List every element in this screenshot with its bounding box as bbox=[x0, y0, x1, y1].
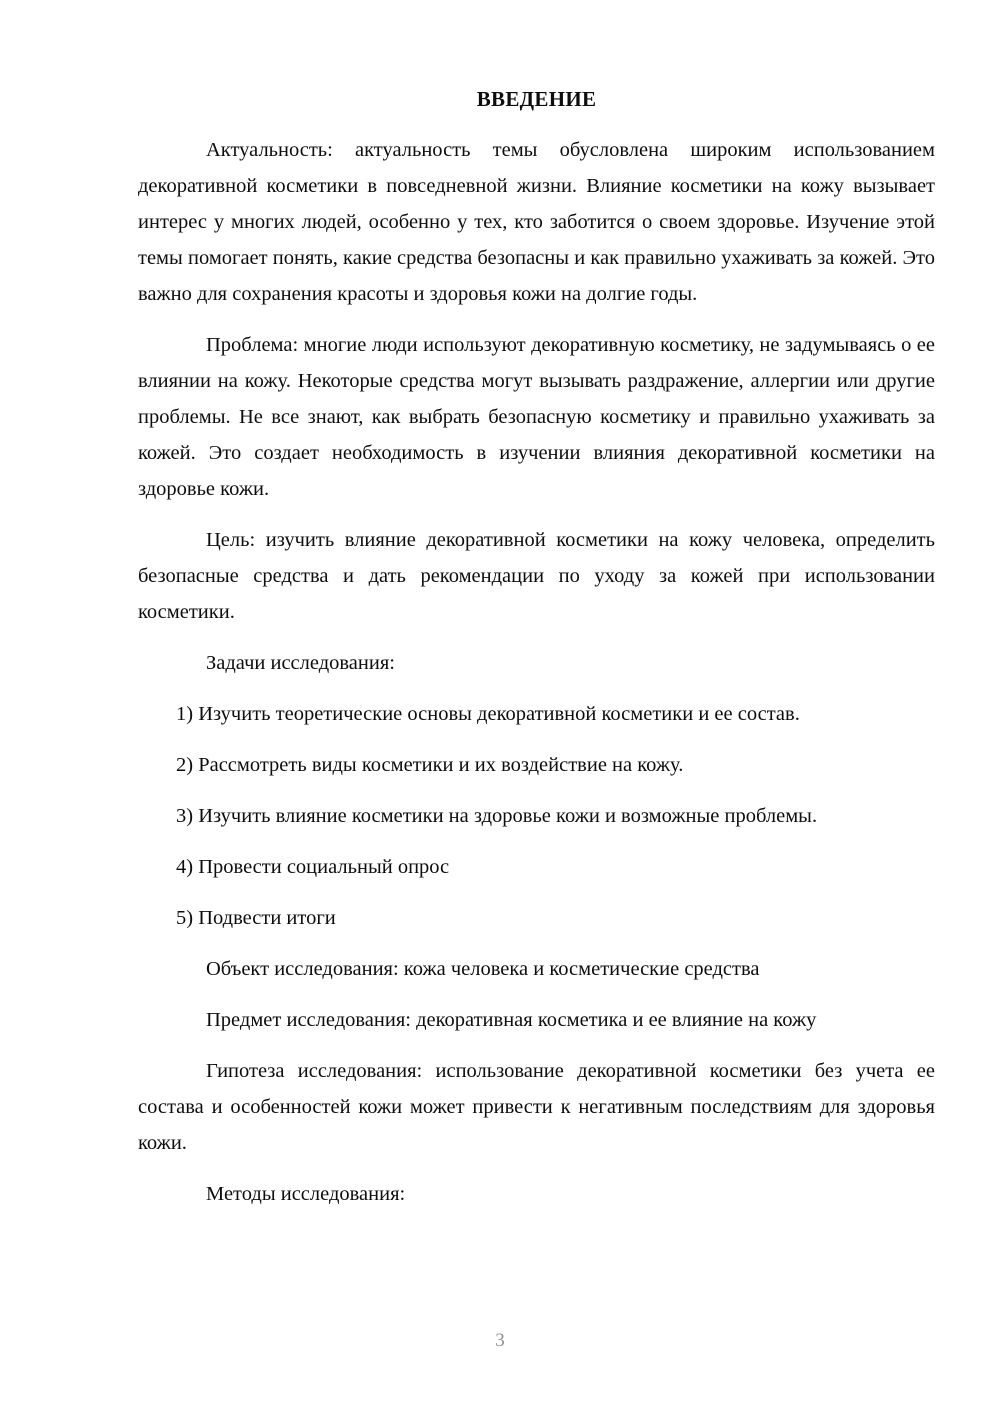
paragraph-goal: Цель: изучить влияние декоративной косметики на кожу человека, определить безопасные средства и дать рекомендации по уходу за кожей при использовании косметики. bbox=[138, 529, 935, 623]
list-item: 1) Изучить теоретические основы декоративной косметики и ее состав. bbox=[176, 703, 800, 725]
page-number: 3 bbox=[495, 1330, 505, 1351]
paragraph-subject: Предмет исследования: декоративная косметика и ее влияние на кожу bbox=[206, 1009, 817, 1031]
methods-label: Методы исследования: bbox=[206, 1183, 406, 1205]
page-content bbox=[138, 84, 935, 1227]
list-item: 4) Провести социальный опрос bbox=[176, 856, 450, 878]
tasks-label: Задачи исследования: bbox=[206, 652, 395, 674]
list-item: 3) Изучить влияние косметики на здоровье кожи и возможные проблемы. bbox=[176, 805, 818, 827]
list-item: 2) Рассмотреть виды косметики и их воздействие на кожу. bbox=[176, 754, 684, 776]
paragraph-object: Объект исследования: кожа человека и косметические средства bbox=[206, 958, 760, 980]
paragraph-hypothesis: Гипотеза исследования: использование декоративной косметики без учета ее состава и особенностей кожи может привести к негативным последствиям для здоровья кожи. bbox=[138, 1060, 935, 1154]
list-item: 5) Подвести итоги bbox=[176, 907, 336, 929]
paragraph-relevance: Актуальность: актуальность темы обусловлена широким использованием декоративной косметики в повседневной жизни. Влияние косметики на кожу вызывает интерес у многих людей, особенно у тех, кто заботится о своем здоровье. Изучение этой темы помогает понять, какие средства безопасны и как правильно ухаживать за кожей. Это важно для сохранения красоты и здоровья кожи на долгие годы. bbox=[138, 139, 935, 305]
paragraph-problem: Проблема: многие люди используют декоративную косметику, не задумываясь о ее влиянии на кожу. Некоторые средства могут вызывать раздражение, аллергии или другие проблемы. Не все знают, как выбрать безопасную косметику и правильно ухаживать за кожей. Это создает необходимость в изучении влияния декоративной косметики на здоровье кожи. bbox=[138, 334, 935, 500]
page-title: ВВЕДЕНИЕ bbox=[476, 87, 597, 111]
